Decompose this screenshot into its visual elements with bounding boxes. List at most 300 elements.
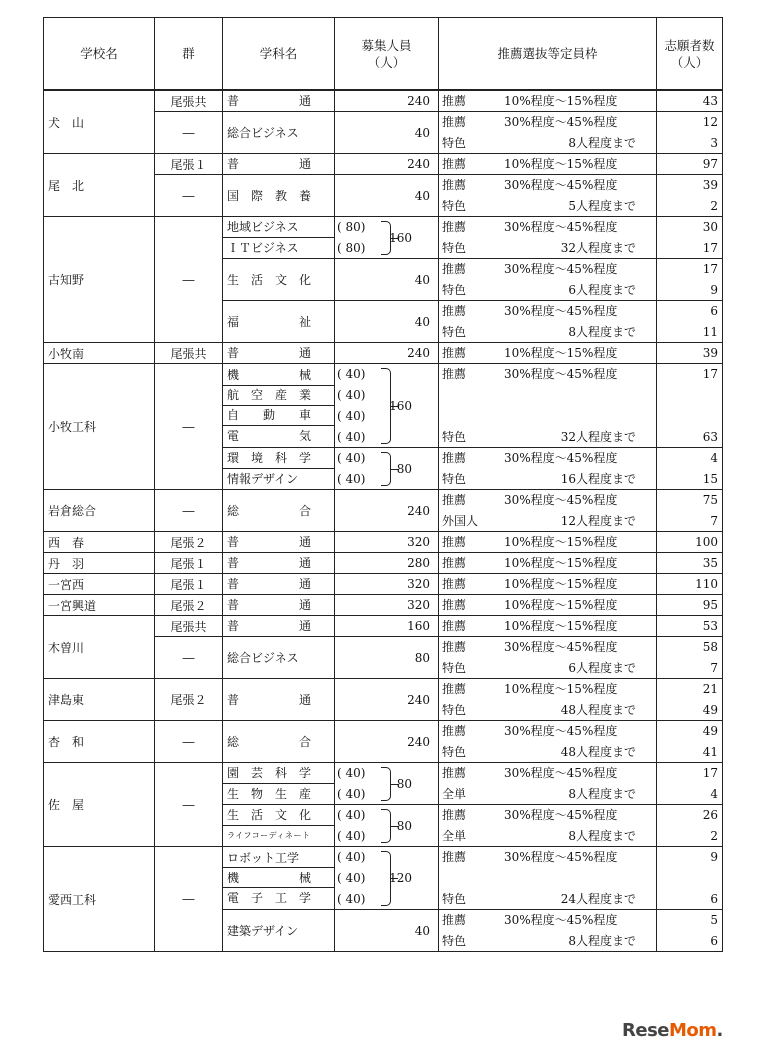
dept-cell bbox=[223, 154, 335, 175]
dept-line bbox=[223, 806, 334, 826]
boshu-total: 320 bbox=[407, 598, 430, 612]
boshu-cell bbox=[335, 763, 439, 805]
applicants-lines bbox=[657, 217, 718, 258]
dept-line bbox=[223, 910, 334, 951]
dept-name: 普 通 bbox=[227, 157, 312, 171]
dept-line bbox=[223, 449, 334, 469]
selection-line bbox=[439, 448, 656, 468]
selection-lines bbox=[439, 679, 656, 720]
applicants-cell bbox=[657, 574, 723, 595]
selection-quota: 10%程度～15%程度 bbox=[504, 619, 618, 633]
sub-capacity: ( 40) bbox=[337, 891, 366, 906]
sub-capacity: ( 40) bbox=[337, 471, 366, 486]
selection-lines bbox=[439, 910, 656, 951]
dept-name: ロボット工学 bbox=[227, 850, 300, 865]
selection-type: 推薦 bbox=[442, 808, 467, 822]
dept-name: 機 械 bbox=[227, 368, 312, 382]
applicant-count: 11 bbox=[702, 325, 718, 339]
selection-cell bbox=[439, 637, 657, 679]
selection-cell bbox=[439, 175, 657, 217]
applicants-lines bbox=[657, 763, 718, 804]
selection-lines bbox=[439, 763, 656, 804]
boshu-cell bbox=[335, 343, 439, 364]
applicant-count: 41 bbox=[702, 745, 718, 759]
applicants-cell bbox=[657, 154, 723, 175]
selection-line bbox=[439, 154, 656, 174]
applicant-count: 6 bbox=[710, 304, 718, 318]
applicants-cell bbox=[657, 532, 723, 553]
table-row bbox=[44, 574, 723, 595]
dept-cell bbox=[223, 679, 335, 721]
dept-name: 建築デザイン bbox=[227, 923, 299, 938]
dept-name: 生 活 文 化 bbox=[227, 808, 312, 822]
sub-capacity: ( 40) bbox=[337, 828, 366, 843]
gun-cell: 尾張２ bbox=[155, 532, 223, 553]
boshu-cell bbox=[335, 637, 439, 679]
logo-text-c: . bbox=[716, 1020, 723, 1041]
boshu-cell bbox=[335, 175, 439, 217]
selection-lines bbox=[439, 532, 656, 552]
dept-line bbox=[223, 154, 334, 174]
applicant-count: 4 bbox=[710, 787, 718, 801]
logo-text-a: Rese bbox=[622, 1020, 669, 1041]
selection-lines bbox=[439, 91, 656, 111]
dept-cell bbox=[223, 532, 335, 553]
selection-type: 全単 bbox=[442, 787, 467, 801]
dept-name: 電 気 bbox=[227, 428, 312, 443]
header-gun: 群 bbox=[155, 18, 223, 91]
selection-quota: 30%程度～45%程度 bbox=[504, 913, 618, 927]
table-row bbox=[44, 217, 723, 259]
selection-quota: 5人程度まで bbox=[568, 199, 636, 213]
applicant-count: 63 bbox=[702, 430, 718, 444]
header-boshu-line1: 募集人員 bbox=[361, 37, 412, 53]
selection-quota: 30%程度～45%程度 bbox=[504, 724, 618, 738]
selection-line bbox=[439, 910, 656, 930]
gun-cell: 尾張２ bbox=[155, 679, 223, 721]
sub-capacity: ( 40) bbox=[337, 870, 366, 885]
applicants-cell bbox=[657, 637, 723, 679]
boshu-cell bbox=[335, 574, 439, 595]
selection-quota: 30%程度～45%程度 bbox=[504, 304, 618, 318]
applicant-count: 2 bbox=[710, 199, 718, 213]
selection-line bbox=[439, 112, 656, 132]
selection-cell bbox=[439, 448, 657, 490]
table-row bbox=[44, 90, 723, 112]
selection-type: 推薦 bbox=[442, 724, 467, 738]
selection-cell bbox=[439, 90, 657, 112]
selection-quota: 30%程度～45%程度 bbox=[504, 115, 618, 129]
dept-cell bbox=[223, 805, 335, 847]
applicants-lines bbox=[657, 910, 718, 951]
boshu-cell bbox=[335, 553, 439, 574]
selection-type: 推薦 bbox=[442, 619, 467, 633]
gun-cell: ― bbox=[155, 763, 223, 847]
applicants-lines bbox=[657, 364, 718, 447]
dept-line bbox=[223, 574, 334, 594]
selection-line bbox=[439, 700, 656, 720]
sub-capacity: ( 40) bbox=[337, 786, 366, 801]
applicants-cell bbox=[657, 301, 723, 343]
dept-lines bbox=[223, 364, 334, 447]
boshu-total: 80 bbox=[396, 461, 412, 476]
boshu-cell bbox=[335, 490, 439, 532]
table-row bbox=[44, 343, 723, 364]
selection-lines bbox=[439, 217, 656, 258]
header-dept: 学科名 bbox=[223, 18, 335, 91]
selection-cell bbox=[439, 259, 657, 301]
applicants-lines bbox=[657, 637, 718, 678]
dept-line bbox=[223, 868, 334, 888]
applicants-cell bbox=[657, 553, 723, 574]
selection-quota: 30%程度～45%程度 bbox=[504, 850, 618, 864]
boshu-cell bbox=[335, 259, 439, 301]
dept-name: 電 子 工 学 bbox=[227, 891, 312, 905]
table-row bbox=[44, 616, 723, 637]
boshu-total: 320 bbox=[407, 535, 430, 549]
school-name-cell: 丹 羽 bbox=[44, 553, 155, 574]
applicants-lines bbox=[657, 574, 718, 594]
selection-quota: 30%程度～45%程度 bbox=[504, 178, 618, 192]
header-suisen: 推薦選抜等定員枠 bbox=[439, 18, 657, 91]
selection-type: 特色 bbox=[442, 430, 467, 444]
applicants-cell bbox=[657, 90, 723, 112]
selection-cell bbox=[439, 679, 657, 721]
dept-cell bbox=[223, 301, 335, 343]
sub-capacity: ( 40) bbox=[337, 408, 366, 423]
header-boshu-line2: （人） bbox=[367, 54, 406, 70]
applicant-count: 9 bbox=[710, 283, 718, 297]
selection-cell bbox=[439, 217, 657, 259]
dept-cell bbox=[223, 637, 335, 679]
sub-capacity: ( 40) bbox=[337, 765, 366, 780]
dept-line bbox=[223, 679, 334, 720]
selection-line bbox=[439, 280, 656, 300]
selection-quota: 10%程度～15%程度 bbox=[504, 682, 618, 696]
selection-lines bbox=[439, 574, 656, 594]
applicants-cell bbox=[657, 343, 723, 364]
selection-type: 全単 bbox=[442, 829, 467, 843]
dept-line bbox=[223, 218, 334, 238]
school-name-cell: 岩倉総合 bbox=[44, 490, 155, 532]
boshu-total: 320 bbox=[407, 577, 430, 591]
header-school: 学校名 bbox=[44, 18, 155, 91]
selection-quota: 48人程度まで bbox=[560, 703, 636, 717]
boshu-total: 160 bbox=[407, 619, 430, 633]
dept-line bbox=[223, 764, 334, 784]
school-name-cell: 小牧南 bbox=[44, 343, 155, 364]
applicant-count: 2 bbox=[710, 829, 718, 843]
selection-line bbox=[439, 469, 656, 489]
dept-line bbox=[223, 595, 334, 615]
selection-type: 推薦 bbox=[442, 220, 467, 234]
dept-name: 自 動 車 bbox=[227, 408, 312, 422]
boshu-cell bbox=[335, 217, 439, 259]
applicant-count: 30 bbox=[702, 220, 718, 234]
applicant-count: 6 bbox=[710, 892, 718, 906]
selection-quota: 6人程度まで bbox=[568, 661, 636, 675]
dept-name: 普 通 bbox=[227, 692, 312, 707]
dept-name: ライフコーディネート bbox=[227, 830, 311, 840]
applicants-lines bbox=[657, 721, 718, 762]
selection-line bbox=[439, 616, 656, 636]
dept-cell bbox=[223, 595, 335, 616]
gun-cell: 尾張２ bbox=[155, 595, 223, 616]
applicant-count: 6 bbox=[710, 934, 718, 948]
selection-line bbox=[439, 511, 656, 531]
selection-line bbox=[439, 763, 656, 783]
dept-cell bbox=[223, 112, 335, 154]
applicant-count: 39 bbox=[702, 178, 718, 192]
selection-type: 推薦 bbox=[442, 304, 467, 318]
boshu-total: 240 bbox=[407, 692, 430, 707]
selection-type: 特色 bbox=[442, 136, 467, 150]
dept-name: 普 通 bbox=[227, 556, 312, 570]
selection-type: 特色 bbox=[442, 661, 467, 675]
applicant-count: 7 bbox=[710, 514, 718, 528]
dept-line bbox=[223, 637, 334, 678]
boshu-total: 240 bbox=[407, 94, 430, 108]
applicant-count: 26 bbox=[702, 808, 718, 822]
applicant-count: 97 bbox=[702, 157, 718, 171]
dept-name: 普 通 bbox=[227, 94, 312, 108]
dept-line bbox=[223, 426, 334, 446]
selection-type: 推薦 bbox=[442, 346, 467, 360]
dept-lines bbox=[223, 763, 334, 804]
table-row bbox=[44, 553, 723, 574]
applicants-cell bbox=[657, 490, 723, 532]
dept-lines bbox=[223, 847, 334, 909]
dept-cell bbox=[223, 721, 335, 763]
selection-quota: 32人程度まで bbox=[560, 430, 636, 444]
selection-type: 特色 bbox=[442, 703, 467, 717]
selection-cell bbox=[439, 343, 657, 364]
sub-capacity: ( 40) bbox=[337, 387, 366, 402]
selection-line bbox=[439, 364, 656, 384]
applicants-lines bbox=[657, 490, 718, 531]
selection-line bbox=[439, 175, 656, 195]
selection-line bbox=[439, 805, 656, 825]
applicants-lines bbox=[657, 532, 718, 552]
school-name-cell: 杏 和 bbox=[44, 721, 155, 763]
selection-lines bbox=[439, 637, 656, 678]
selection-lines bbox=[439, 616, 656, 636]
selection-line bbox=[439, 742, 656, 762]
dept-cell bbox=[223, 364, 335, 448]
dept-cell bbox=[223, 90, 335, 112]
dept-line bbox=[223, 112, 334, 153]
header-boshu bbox=[335, 18, 439, 91]
selection-line bbox=[439, 553, 656, 573]
dept-name: 生 物 生 産 bbox=[227, 786, 312, 801]
selection-type: 特色 bbox=[442, 745, 467, 759]
table-body bbox=[44, 90, 723, 952]
dept-line bbox=[223, 721, 334, 762]
boshu-cell bbox=[335, 910, 439, 952]
school-name-cell: 木曽川 bbox=[44, 616, 155, 679]
dept-line bbox=[223, 301, 334, 342]
table-row bbox=[44, 154, 723, 175]
dept-line bbox=[223, 553, 334, 573]
dept-line bbox=[223, 784, 334, 804]
boshu-cell bbox=[335, 532, 439, 553]
selection-type: 推薦 bbox=[442, 913, 467, 927]
boshu-cell bbox=[335, 448, 439, 490]
boshu-cell bbox=[335, 90, 439, 112]
table-row bbox=[44, 721, 723, 763]
applicant-count: 49 bbox=[702, 724, 718, 738]
gun-cell: 尾張共 bbox=[155, 343, 223, 364]
selection-quota: 10%程度～15%程度 bbox=[504, 577, 618, 591]
selection-quota: 10%程度～15%程度 bbox=[504, 94, 618, 108]
selection-type: 推薦 bbox=[442, 535, 467, 549]
boshu-total: 120 bbox=[389, 871, 412, 885]
dept-name: 機 械 bbox=[227, 870, 312, 885]
selection-lines bbox=[439, 112, 656, 153]
school-name-cell: 西 春 bbox=[44, 532, 155, 553]
selection-line bbox=[439, 574, 656, 594]
selection-quota: 30%程度～45%程度 bbox=[504, 766, 618, 780]
table-row bbox=[44, 364, 723, 448]
dept-name: 普 通 bbox=[227, 535, 312, 549]
selection-cell bbox=[439, 553, 657, 574]
selection-quota: 10%程度～15%程度 bbox=[504, 556, 618, 570]
selection-cell bbox=[439, 805, 657, 847]
applicants-cell bbox=[657, 763, 723, 805]
selection-lines bbox=[439, 721, 656, 762]
header-shigan-line1: 志願者数 bbox=[664, 37, 715, 53]
selection-type: 推薦 bbox=[442, 94, 467, 108]
selection-line bbox=[439, 847, 656, 867]
applicants-lines bbox=[657, 616, 718, 636]
boshu-cell bbox=[335, 847, 439, 910]
selection-type: 推薦 bbox=[442, 556, 467, 570]
applicants-cell bbox=[657, 175, 723, 217]
selection-type: 特色 bbox=[442, 934, 467, 948]
selection-type: 特色 bbox=[442, 199, 467, 213]
applicant-count: 35 bbox=[702, 556, 718, 570]
selection-cell bbox=[439, 616, 657, 637]
dept-cell bbox=[223, 448, 335, 490]
selection-line bbox=[439, 217, 656, 237]
sub-capacity: ( 40) bbox=[337, 429, 366, 444]
selection-type: 推薦 bbox=[442, 682, 467, 696]
logo-text-b: Mom bbox=[669, 1020, 717, 1041]
selection-cell bbox=[439, 112, 657, 154]
boshu-total: 40 bbox=[414, 314, 430, 329]
selection-line bbox=[439, 595, 656, 615]
boshu-total: 240 bbox=[407, 503, 430, 518]
applicant-count: 9 bbox=[710, 850, 718, 864]
dept-line bbox=[223, 490, 334, 531]
selection-quota: 8人程度まで bbox=[568, 787, 636, 801]
header-shigan-line2: （人） bbox=[670, 54, 709, 70]
dept-line bbox=[223, 888, 334, 908]
dept-cell bbox=[223, 343, 335, 364]
selection-lines bbox=[439, 448, 656, 489]
dept-lines bbox=[223, 448, 334, 489]
dept-cell bbox=[223, 847, 335, 910]
applicants-cell bbox=[657, 595, 723, 616]
school-name-cell: 一宮西 bbox=[44, 574, 155, 595]
dept-name: 情報デザイン bbox=[227, 471, 299, 486]
selection-line bbox=[439, 91, 656, 111]
selection-cell bbox=[439, 595, 657, 616]
school-name-cell: 一宮興道 bbox=[44, 595, 155, 616]
sub-capacity: ( 40) bbox=[337, 366, 366, 381]
boshu-cell bbox=[335, 112, 439, 154]
dept-cell bbox=[223, 553, 335, 574]
boshu-total: 160 bbox=[389, 398, 412, 413]
selection-lines bbox=[439, 175, 656, 216]
applicant-count: 39 bbox=[702, 346, 718, 360]
boshu-total: 40 bbox=[414, 923, 430, 938]
applicants-lines bbox=[657, 595, 718, 615]
selection-quota: 10%程度～15%程度 bbox=[504, 346, 618, 360]
dept-line bbox=[223, 366, 334, 386]
applicants-lines bbox=[657, 175, 718, 216]
selection-lines bbox=[439, 259, 656, 300]
applicants-lines bbox=[657, 553, 718, 573]
selection-line bbox=[439, 679, 656, 699]
selection-line bbox=[439, 343, 656, 363]
dept-line bbox=[223, 91, 334, 111]
selection-quota: 10%程度～15%程度 bbox=[504, 598, 618, 612]
selection-line bbox=[439, 133, 656, 153]
applicants-cell bbox=[657, 721, 723, 763]
dept-cell bbox=[223, 217, 335, 259]
applicants-lines bbox=[657, 679, 718, 720]
selection-type: 特色 bbox=[442, 892, 467, 906]
dept-name: 総合ビジネス bbox=[227, 125, 299, 140]
applicants-table bbox=[43, 17, 723, 952]
applicants-cell bbox=[657, 616, 723, 637]
selection-line bbox=[439, 889, 656, 909]
selection-quota: 8人程度まで bbox=[568, 136, 636, 150]
selection-line bbox=[439, 259, 656, 279]
boshu-total: 280 bbox=[407, 556, 430, 570]
selection-type: 推薦 bbox=[442, 493, 467, 507]
selection-cell bbox=[439, 910, 657, 952]
school-name-cell: 古知野 bbox=[44, 217, 155, 343]
selection-quota: 24人程度まで bbox=[560, 892, 636, 906]
school-name-cell: 津島東 bbox=[44, 679, 155, 721]
applicants-lines bbox=[657, 301, 718, 342]
table-row bbox=[44, 595, 723, 616]
selection-type: 推薦 bbox=[442, 640, 467, 654]
boshu-cell bbox=[335, 616, 439, 637]
dept-cell bbox=[223, 259, 335, 301]
selection-quota: 6人程度まで bbox=[568, 283, 636, 297]
table-row bbox=[44, 847, 723, 910]
boshu-total: 40 bbox=[414, 188, 430, 203]
dept-lines bbox=[223, 805, 334, 846]
applicants-lines bbox=[657, 847, 718, 909]
selection-lines bbox=[439, 490, 656, 531]
applicants-cell bbox=[657, 805, 723, 847]
school-name-cell: 愛西工科 bbox=[44, 847, 155, 952]
school-name-cell: 尾 北 bbox=[44, 154, 155, 217]
applicant-count: 110 bbox=[695, 577, 718, 591]
boshu-total: 240 bbox=[407, 346, 430, 360]
applicants-lines bbox=[657, 154, 718, 174]
group-brace bbox=[381, 767, 391, 801]
selection-line bbox=[439, 637, 656, 657]
dept-name: 国 際 教 養 bbox=[227, 188, 312, 203]
selection-line bbox=[439, 532, 656, 552]
dept-cell bbox=[223, 763, 335, 805]
boshu-total: 40 bbox=[414, 125, 430, 140]
